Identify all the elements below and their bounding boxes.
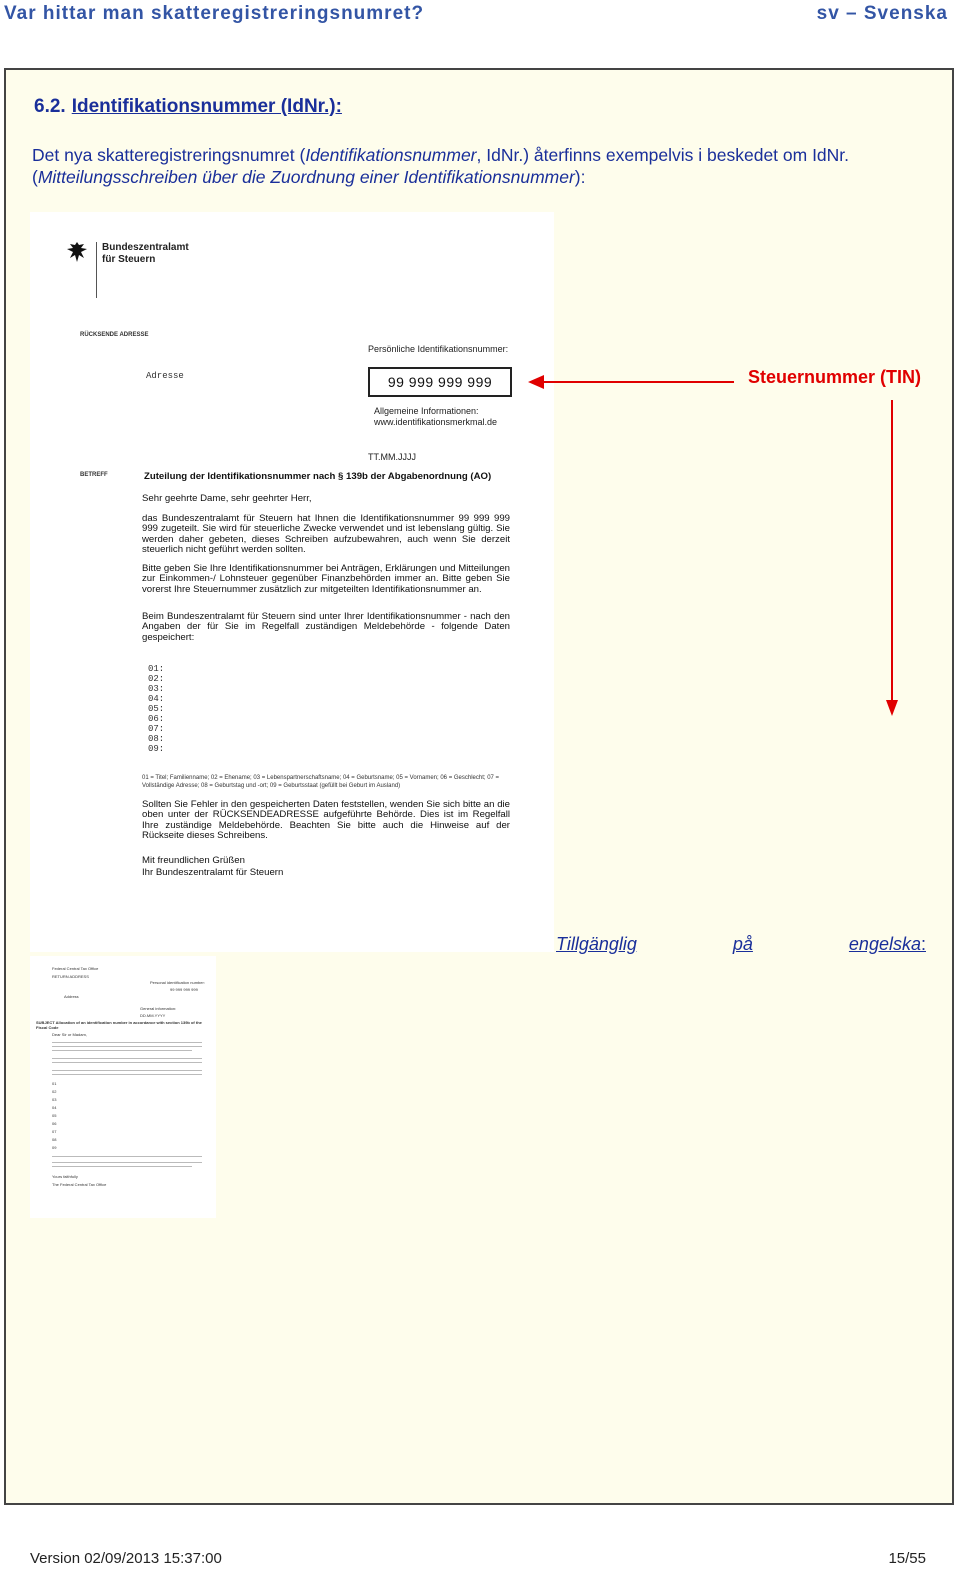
en-closing: Yours faithfully [52,1174,78,1179]
available-english-link[interactable] [556,934,926,955]
en-address: Address [64,994,79,999]
annotation-arrows [6,70,952,1503]
return-address: RÜCKSENDE ADRESSE [80,332,149,338]
letter-body-3: Beim Bundeszentralamt für Steuern sind unter Ihrer Identifikationsnummer - nach den Angaben der für Sie im Regelfall zuständigen Meldebehörde - folgende Daten gespeichert: [142,611,510,643]
en-closing-2: The Federal Central Tax Office [52,1182,107,1187]
available-word-1: Tillgänglig [556,934,637,954]
letter-body-4: Sollten Sie Fehler in den gespeicherten Daten feststellen, wenden Sie sich bitte an die oben unter der RÜCKSENDEADRESSE aufgeführte Behörde. Dies ist im Regelfall Ihre zuständige Meldebehörde. Beachten Sie bitte auch die Hinweise auf der Rückseite dieses Schreibens. [142,799,510,842]
field-06: 06: [148,714,165,724]
content-frame [4,68,954,1505]
field-04: 04: [148,694,165,704]
header-language: sv – Svenska [816,3,948,24]
personal-id-label: Persönliche Identifikationsnummer: [368,344,509,354]
en-field-09: 09 [52,1145,57,1150]
en-general: General information: [140,1006,177,1011]
letter-body-1: das Bundeszentralamt für Steuern hat Ihnen die Identifikationsnummer 99 999 999 999 zugeteilt. Sie wird für steuerliche Zwecke verwendet und ist lebenslang gültig. Sie werden daher gebeten, dieses Schreiben aufzubewahren, auch wenn Sie derzeit steuerlich nicht geführt werden sollten. [142,513,510,556]
letter-subject: Zuteilung der Identifikationsnummer nach § 139b der Abgabenordnung (AO) [144,471,492,482]
website: www.identifikationsmerkmal.de [374,417,498,427]
en-agency: Federal Central Tax Office [52,966,99,971]
en-id-number: 99 999 999 999 [170,987,198,992]
id-number-box: 99 999 999 999 [368,367,512,397]
field-01: 01: [148,664,165,674]
available-word-3 [849,934,926,955]
en-greeting: Dear Sir or Madam, [52,1032,87,1037]
agency-name-line2: für Steuern [102,254,156,265]
field-08: 08: [148,734,165,744]
tin-label: Steuernummer (TIN) [748,367,922,387]
en-field-08: 08 [52,1137,57,1142]
field-02: 02: [148,674,165,684]
en-subject: SUBJECT Allocation of an identification number in accordance with section 139b of the Fiscal Code [36,1020,202,1030]
field-05: 05: [148,704,165,714]
fields-legend: 01 = Titel; Familienname; 02 = Ehename; 03 = Lebenspartnerschaftsname; 04 = Geburtsname; 05 = Vornamen; 06 = Geschlecht; 07 = Vollständige Adresse; 08 = Geburtstag und -ort; 09 = Geburtsstaat (gefüllt bei Geburt im Ausland) [142,775,500,789]
letter-body-2: Bitte geben Sie Ihre Identifikationsnummer bei Anträgen, Erklärungen und Mitteilungen zur Einkommen-/ Lohnsteuer gegenüber Finanzbehörden immer an. Bitte geben Sie vorerst Ihre Steuernummer zusätzlich zur mitgeteilten Identifikationsnummer an. [142,563,510,595]
para-text-3: ): [574,167,586,187]
general-info-label: Allgemeine Informationen: [374,406,479,416]
field-03: 03: [148,684,165,694]
en-date: DD.MM.YYYY [140,1013,166,1018]
betreff-label: BETREFF [80,472,108,478]
agency-name-line1: Bundeszentralamt [102,242,189,253]
page-header [0,0,960,36]
letter-greeting: Sehr geehrte Dame, sehr geehrter Herr, [142,493,312,504]
en-field-05: 05 [52,1113,57,1118]
closing-2: Ihr Bundeszentralamt für Steuern [142,867,284,878]
available-word-2: på [732,934,753,954]
field-09: 09: [148,744,165,754]
footer-page: 15/55 [888,1550,926,1567]
para-italic-2: Mitteilungsschreiben über die Zuordnung einer Identifikationsnummer [37,167,575,187]
section-title: Identifikationsnummer (IdNr.): [71,96,342,117]
arrow-down-head-icon [886,700,898,716]
letter-date: TT.MM.JJJJ [368,452,416,462]
para-text-2: , IdNr.) återfinns exempelvis i beskedet om IdNr. ( [32,145,850,187]
footer-version: Version 02/09/2013 15:37:00 [30,1550,222,1567]
en-field-01: 01 [52,1081,57,1086]
section-number: 6.2. [34,96,66,117]
en-field-04: 04 [52,1105,57,1110]
header-title: Var hittar man skatteregistreringsnumret? [4,3,425,24]
para-italic-1: Identifikationsnummer [305,145,477,165]
en-id-label: Personal identification number: [150,980,205,985]
en-field-07: 07 [52,1129,57,1134]
para-text-1: Det nya skatteregistreringsnumret ( [32,145,306,165]
available-colon: : [920,934,926,954]
en-return: RETURN ADDRESS [52,974,89,979]
en-field-06: 06 [52,1121,57,1126]
arrow-left-head-icon [528,375,544,389]
field-07: 07: [148,724,165,734]
available-word-3-text: engelska [848,934,921,954]
closing-1: Mit freundlichen Grüßen [142,855,245,866]
en-field-03: 03 [52,1097,57,1102]
en-field-02: 02 [52,1089,57,1094]
address-placeholder: Adresse [146,371,184,381]
